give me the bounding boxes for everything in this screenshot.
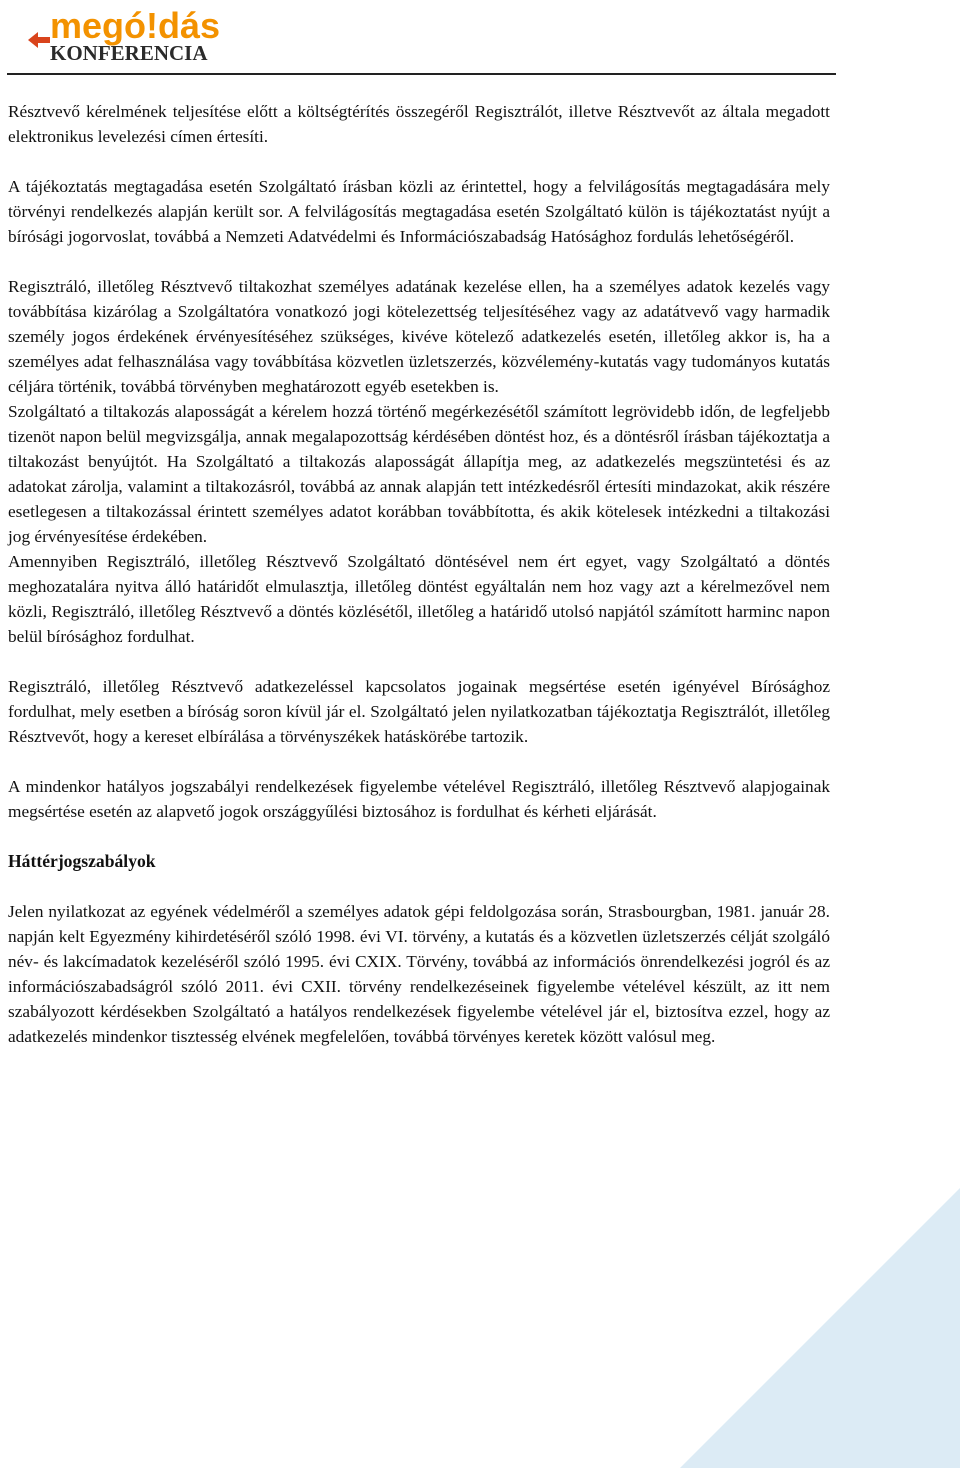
paragraph-legal-background: Jelen nyilatkozat az egyének védelméről a személyes adatok gépi feldolgozása során, Strasbourgban, 1981. január 28. napján kelt Egyezmény kihirdetéséről szóló 1998. évi VI. törvény, a kutatás és a közvetlen üzletszerzés célját szolgáló név- és lakcímadatok kezeléséről szóló 1995. évi CXIX. Törvény, továbbá az információs önrendelkezési jogról és az információszabadságról szóló 2011. évi CXII. törvény rendelkezéseinek figyelembe vételével készült, az itt nem szabályozott kérdésekben Szolgáltató a hatályos rendelkezések figyelembe vételével jár el, biztosítva ezzel, hogy az adatkezelés mindenkor tisztesség elvének megfelelően, továbbá törvényes keretek között valósul meg. xyxy=(8,902,830,1046)
section-heading: Háttérjogszabályok xyxy=(8,851,156,871)
logo-word-bottom: KONFERENCIA xyxy=(50,41,208,65)
paragraph-examination: Szolgáltató a tiltakozás alaposságát a kérelem hozzá történő megérkezésétől számított legrövidebb időn, de legfeljebb tizenöt napon belül megvizsgálja, annak megalapozottság kérdésében döntést hoz, és a döntésről írásban tájékoztatja a tiltakozást benyújtót. Ha Szolgáltató a tiltakozás alaposságát állapítja meg, az adatkezelés megszüntetési és az adatokat zárolja, valamint a tiltakozásról, továbbá az annak alapján tett intézkedésről értesíti mindazokat, akik részére esetlegesen a tiltakozással érintett személyes adatot korábban továbbította, és akik kötelesek intézkedni a tiltakozási jog érvényesítése érdekében. xyxy=(8,402,830,546)
paragraph-refusal: A tájékoztatás megtagadása esetén Szolgáltató írásban közli az érintettel, hogy a felvilágosítás megtagadására mely törvényi rendelkezés alapján került sor. A felvilágosítás megtagadása esetén Szolgáltató külön is tájékoztatást nyújt a bírósági jogorvoslat, továbbá a Nemzeti Adatvédelmi és Információszabadság Hatósághoz fordulás lehetőségéről. xyxy=(8,177,830,246)
paragraph-commissioner: A mindenkor hatályos jogszabályi rendelkezések figyelembe vételével Regisztráló, illetőleg Résztvevő alapjogainak megsértése esetén az alapvető jogok országgyűlési biztosához is fordulhat és kérheti eljárását. xyxy=(8,777,830,821)
logo-word-top: megó!dás xyxy=(50,6,221,46)
conference-logo xyxy=(26,6,246,66)
decorative-corner-triangle xyxy=(660,1168,960,1468)
paragraph-objection: Regisztráló, illetőleg Résztvevő tiltakozhat személyes adatának kezelése ellen, ha a személyes adatok kezelés vagy továbbítása kizárólag a Szolgáltatóra vonatkozó jogi kötelezettség teljesítéséhez vagy az adatátvevő vagy harmadik személy jogos érdekének érvényesítéséhez szükséges, kivéve kötelező adatkezelés esetén, illetőleg akkor is, ha a személyes adat felhasználása vagy továbbítása közvetlen üzletszerzés, közvélemény-kutatás vagy tudományos kutatás céljára történik, továbbá törvényben meghatározott egyéb esetekben is. xyxy=(8,277,830,396)
logo-check-mark xyxy=(28,32,50,48)
paragraph-court-appeal: Amennyiben Regisztráló, illetőleg Résztvevő Szolgáltató döntésével nem ért egyet, vagy Szolgáltató a döntés meghozatalára nyitva álló határidőt elmulasztja, illetőleg döntést egyáltalán nem hoz vagy azt a kérelmezővel nem közli, Regisztráló, illetőleg Résztvevő a döntés közlésétől, illetőleg a határidő utolsó napjától számított harminc napon belül bírósághoz fordulhat. xyxy=(8,552,830,646)
paragraph-notification: Résztvevő kérelmének teljesítése előtt a költségtérítés összegéről Regisztrálót, illetve Résztvevőt az általa megadott elektronikus levelezési címen értesíti. xyxy=(8,102,830,146)
paragraph-court-jurisdiction: Regisztráló, illetőleg Résztvevő adatkezeléssel kapcsolatos jogainak megsértése esetén igényével Bírósághoz fordulhat, mely esetben a bíróság soron kívül jár el. Szolgáltató jelen nyilatkozatban tájékoztatja Regisztrálót, illetőleg Résztvevőt, hogy a kereset elbírálása a törvényszékek hatáskörébe tartozik. xyxy=(8,677,830,746)
header-divider xyxy=(7,73,836,75)
document-body xyxy=(8,99,830,1049)
